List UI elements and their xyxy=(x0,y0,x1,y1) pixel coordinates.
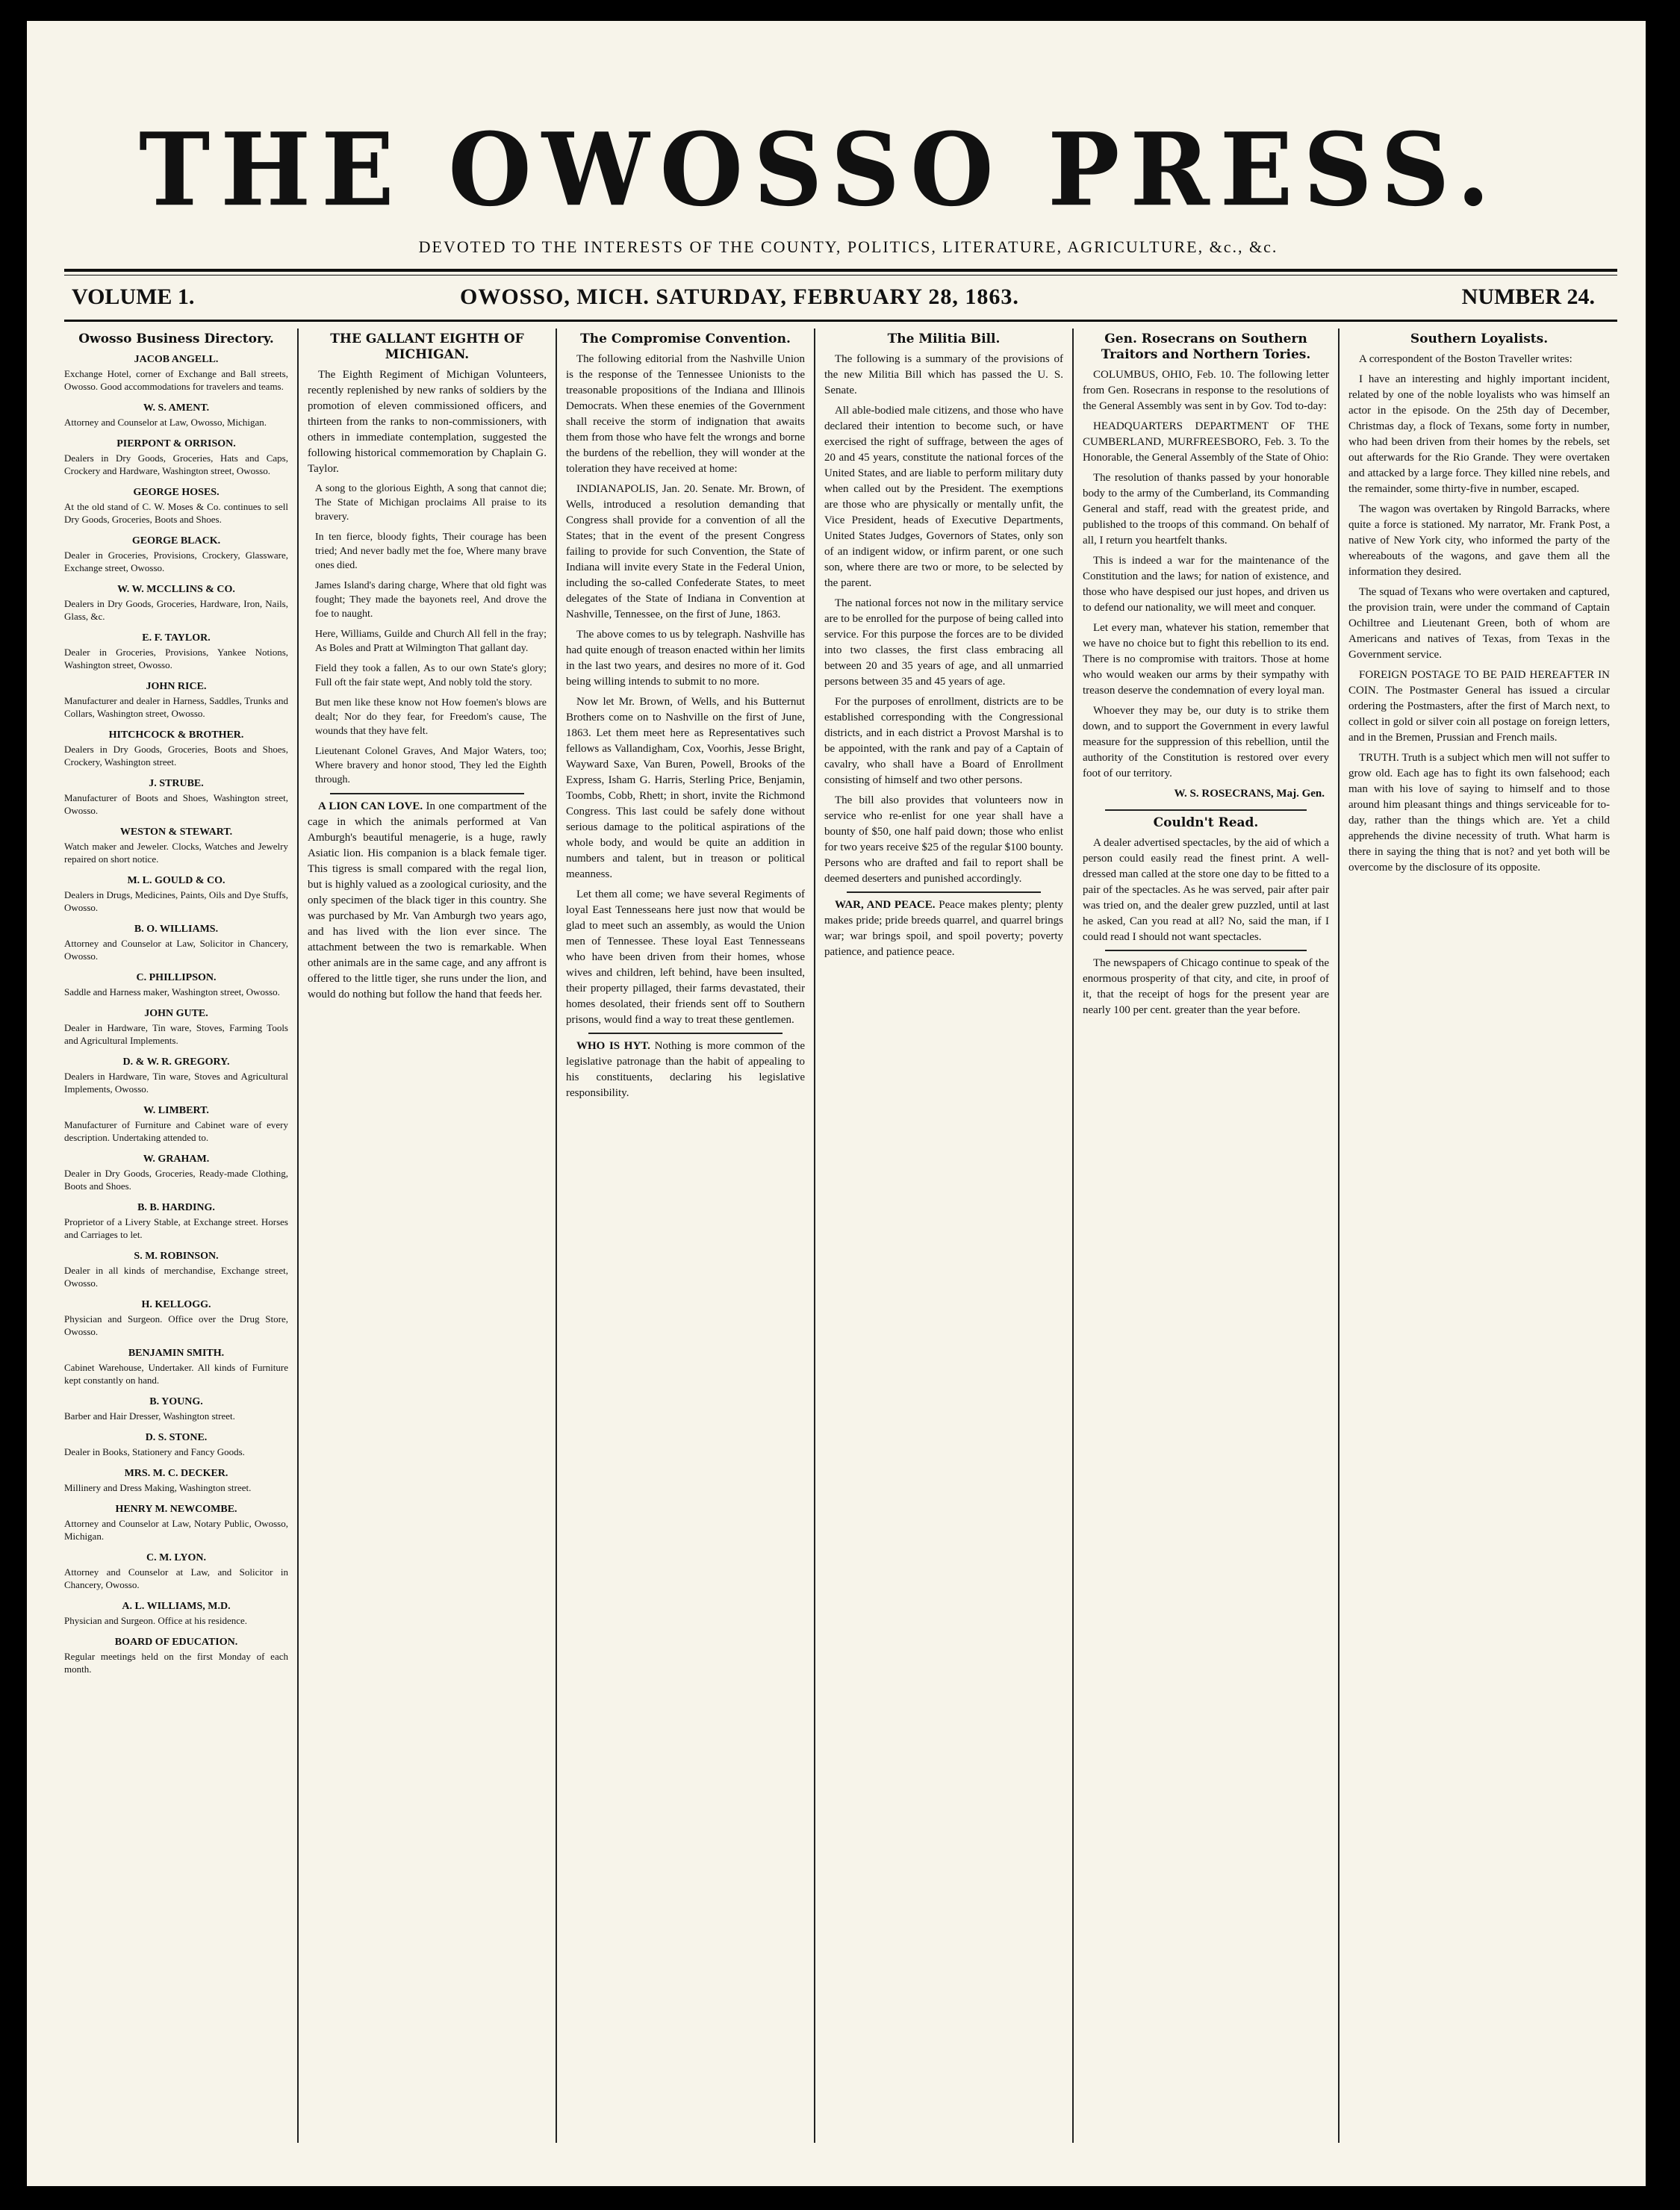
directory-entry xyxy=(64,400,288,429)
poem-stanza: Here, Williams, Guilde and Church All fell in the fray; As Boles and Pratt at Wilmington That gallant day. xyxy=(315,629,547,654)
poem-heading: THE GALLANT EIGHTH OF MICHIGAN. xyxy=(330,332,524,362)
directory-list xyxy=(64,352,288,1675)
directory-entry-name: W. LIMBERT. xyxy=(143,1105,209,1116)
lion-story-text: In one compartment of the cage in which the animals performed at Van Amburgh's beautiful menagerie, is a huge, rawly Asiatic lion. His companion is a black female tiger. This tigress is small compared with the regal lion, but is highly valued as a zoological curiosity, and the only specimen of the black tiger in this country. She was purchased by Mr. Van Amburgh two years ago, and has lived with the lion ever since. The attachment between the two is remarkable. When other animals are in the same cage, and any affront is offered to the little tiger, she runs under the lion, and would do nothing but follow the hand that feeds her. xyxy=(308,800,547,1000)
directory-entry-text: Millinery and Dress Making, Washington street. xyxy=(64,1482,252,1493)
article-paragraph: Let them all come; we have several Regiments of loyal East Tennesseans here just now that would be glad to meet such an assembly, as would the Union men of Tennessee. These loyal East Tennesseans who have been driven from their homes, whose wives and children, left behind, have been insulted, their property pillaged, their farms devastated, their homes desolated, their friends sent off to Southern prisons, would find a way to treat these gentlemen. xyxy=(566,888,805,1026)
directory-entry-text: Proprietor of a Livery Stable, at Exchange street. Horses and Carriages to let. xyxy=(64,1216,288,1240)
directory-entry-text: Dealer in Groceries, Provisions, Yankee Notions, Washington street, Owosso. xyxy=(64,647,288,670)
directory-entry-name: WESTON & STEWART. xyxy=(119,827,233,838)
directory-entry xyxy=(64,582,288,623)
war-peace-heading: WAR, AND PEACE. xyxy=(835,899,936,911)
column-militia xyxy=(824,329,1063,2143)
directory-entry-name: B. YOUNG. xyxy=(149,1396,203,1407)
militia-heading: The Militia Bill. xyxy=(887,332,1001,346)
directory-entry-text: Cabinet Warehouse, Undertaker. All kinds of Furniture kept constantly on hand. xyxy=(64,1362,288,1386)
directory-entry-name: GEORGE HOSES. xyxy=(133,487,220,498)
directory-entry xyxy=(64,1394,288,1422)
directory-entry xyxy=(64,436,288,477)
directory-entry-name: C. PHILLIPSON. xyxy=(136,972,217,983)
section-rule xyxy=(330,793,524,794)
masthead-rule xyxy=(64,269,1617,272)
rosecrans-heading: Gen. Rosecrans on Southern Traitors and Northern Tories. xyxy=(1101,332,1311,362)
directory-entry xyxy=(64,970,288,998)
directory-entry-name: GEORGE BLACK. xyxy=(131,535,221,547)
convention-body xyxy=(566,352,805,1028)
rosecrans-body xyxy=(1083,367,1329,782)
directory-entry-name: W. W. MCCLLINS & CO. xyxy=(117,584,235,595)
directory-entry xyxy=(64,1345,288,1386)
dateline xyxy=(72,278,1610,316)
article-paragraph: Let every man, whatever his station, remember that we have no choice but to fight this rebellion to its end. There is no compromise with traitors. Those at home who would weaken our arms by their sympathy with treason deserve the condemnation of every loyal man. xyxy=(1083,622,1329,697)
directory-entry xyxy=(64,630,288,671)
directory-entry-text: Watch maker and Jeweler. Clocks, Watches and Jewelry repaired on short notice. xyxy=(64,841,288,865)
article-paragraph: This is indeed a war for the maintenance of the Constitution and the laws; for nation of existence, and those who have despised our just hopes, and driven us to defend our nationality, we will meet and conquer. xyxy=(1083,555,1329,614)
directory-entry-name: E. F. TAYLOR. xyxy=(142,632,211,644)
hyt-item xyxy=(566,1039,805,1101)
article-paragraph: Whoever they may be, our duty is to strike them down, and to support the Government in every lawful measure for the suppression of this rebellion, until the authority of the Constitution is restored over every foot of our territory. xyxy=(1083,705,1329,779)
directory-entry xyxy=(64,485,288,526)
directory-entry xyxy=(64,1151,288,1192)
poem-intro: The Eighth Regiment of Michigan Volunteers, recently replenished by new ranks of soldiers by the promotion of eleven commissioned officers, and thirteen from the ranks to non-commissioners, with others in immediate contemplation, suggested the following historical commemoration by Chaplain G. Taylor. xyxy=(308,369,547,475)
directory-entry-name: MRS. M. C. DECKER. xyxy=(124,1468,228,1479)
directory-entry xyxy=(64,776,288,817)
directory-entry-text: Attorney and Counselor at Law, Notary Public, Owosso, Michigan. xyxy=(64,1518,288,1542)
directory-entry-name: JACOB ANGELL. xyxy=(134,354,219,365)
directory-entry-text: Saddle and Harness maker, Washington street, Owosso. xyxy=(64,986,280,997)
column-poem xyxy=(308,329,547,2143)
rosecrans-signature: W. S. ROSECRANS, Maj. Gen. xyxy=(1174,788,1325,800)
directory-entry xyxy=(64,1501,288,1543)
directory-entry xyxy=(64,1200,288,1241)
article-paragraph: A correspondent of the Boston Traveller writes: xyxy=(1359,353,1572,365)
poem-stanza: Lieutenant Colonel Graves, And Major Waters, too; Where bravery and honor stood, They led the Eighth through. xyxy=(315,746,547,785)
directory-entry-name: BOARD OF EDUCATION. xyxy=(114,1637,238,1648)
poem-stanza: James Island's daring charge, Where that old fight was fought; They made the bayonets reel, And drove the foe to naught. xyxy=(315,580,547,620)
directory-entry-name: JOHN GUTE. xyxy=(144,1008,208,1019)
directory-entry-text: Regular meetings held on the first Monday of each month. xyxy=(64,1651,288,1675)
directory-entry xyxy=(64,1599,288,1627)
directory-entry-name: W. S. AMENT. xyxy=(143,402,210,414)
hyt-text: Nothing is more common of the legislative patronage than the habit of appealing to his constituents, declaring his legislative responsibility. xyxy=(566,1040,805,1099)
column-divider xyxy=(297,329,299,2143)
issue-date: OWOSSO, MICH. SATURDAY, FEBRUARY 28, 1863. xyxy=(460,284,1019,309)
masthead-rule-thin xyxy=(64,275,1617,276)
article-paragraph: The following editorial from the Nashville Union is the response of the Tennessee Unionists to the treasonable propositions of the Indiana and Illinois Democrats. When these enemies of the Government shall receive the storm of indignation that awaits them from those who have felt the wrongs and borne the burdens of the rebellion, they will wonder at the toleration they have received at home: xyxy=(566,353,805,475)
masthead-tagline: DEVOTED TO THE INTERESTS OF THE COUNTY, POLITICS, LITERATURE, AGRICULTURE, &c., &c. xyxy=(418,237,1278,256)
issue-number: NUMBER 24. xyxy=(1461,284,1595,309)
directory-entry xyxy=(64,1550,288,1591)
directory-heading: Owosso Business Directory. xyxy=(78,332,274,346)
war-peace-text: Peace makes plenty; plenty makes pride; pride breeds quarrel, and quarrel brings war; war brings spoil, and spoil poverty; poverty patience, and patience peace. xyxy=(824,899,1063,958)
directory-entry xyxy=(64,1006,288,1047)
chicago-item: The newspapers of Chicago continue to speak of the enormous prosperity of that city, and cite, in proof of it, that the receipt of hogs for the present year are nearly 100 per cent. greater than the year before. xyxy=(1083,957,1329,1016)
poem-stanza: But men like these know not How foemen's blows are dealt; Nor do they fear, for Freedom's cause, The wounds that they have felt. xyxy=(315,697,547,737)
article-paragraph: COLUMBUS, OHIO, Feb. 10. The following letter from Gen. Rosecrans in response to the resolutions of the General Assembly was sent in by Gov. Tod to-day: xyxy=(1083,369,1329,412)
article-paragraph: The squad of Texans who were overtaken and captured, the provision train, were under the command of Captain Ochiltree and Lieutenant Green, both of whom are Americans and natives of Texas, from Texas in the Government service. xyxy=(1348,586,1610,661)
directory-entry-name: B. O. WILLIAMS. xyxy=(134,924,219,935)
article-paragraph: The following is a summary of the provisions of the new Militia Bill which has passed the U. S. Senate. xyxy=(824,353,1063,396)
directory-entry-name: A. L. WILLIAMS, M.D. xyxy=(122,1601,231,1612)
directory-entry-name: BENJAMIN SMITH. xyxy=(128,1348,225,1359)
directory-entry-name: JOHN RICE. xyxy=(146,681,207,692)
directory-entry-text: Attorney and Counselor at Law, and Solicitor in Chancery, Owosso. xyxy=(64,1566,288,1590)
column-loyalists xyxy=(1348,329,1610,2143)
column-divider xyxy=(556,329,557,2143)
directory-entry-name: W. GRAHAM. xyxy=(143,1154,210,1165)
lion-story-heading: A LION CAN LOVE. xyxy=(318,800,423,812)
directory-entry-text: Attorney and Counselor at Law, Solicitor in Chancery, Owosso. xyxy=(64,938,288,962)
column-divider xyxy=(814,329,815,2143)
article-paragraph: The national forces not now in the military service are to be enrolled for the purpose of being called into service. For this purpose the forces are to be divided into two classes, the first class embracing all between 20 and 35 years of age, and all unmarried persons between 35 and 45 years of age. xyxy=(824,597,1063,688)
directory-entry xyxy=(64,352,288,393)
war-peace-item xyxy=(824,897,1063,960)
directory-entry xyxy=(64,1634,288,1675)
directory-entry xyxy=(64,679,288,720)
directory-entry-text: Physician and Surgeon. Office over the Drug Store, Owosso. xyxy=(64,1313,288,1337)
section-rule xyxy=(1105,950,1307,951)
section-rule xyxy=(1105,809,1307,811)
article-paragraph: The resolution of thanks passed by your honorable body to the army of the Cumberland, its Commanding General and staff, read with the greatest pride, and published to the troops of this command. On behalf of all, I return you heartfelt thanks. xyxy=(1083,472,1329,547)
directory-entry-name: HITCHCOCK & BROTHER. xyxy=(108,729,244,741)
directory-entry xyxy=(64,1430,288,1458)
directory-entry xyxy=(64,1297,288,1338)
article-paragraph: All able-bodied male citizens, and those who have declared their intention to become such, or have exercised the right of suffrage, between the ages of 20 and 45 years, constitute the national forces of the United States, and are liable to perform military duty when called out by the President. The exemptions are those who are physically or mentally unfit, the Vice President, heads of Executive Departments, United States Judges, Governors of States, only son of an indigent widow, or infirm parent, or one such son, where there are two or more, to be selected by the parent. xyxy=(824,405,1063,589)
directory-entry xyxy=(64,1103,288,1144)
couldnt-read-story: A dealer advertised spectacles, by the aid of which a person could easily read the finest print. A well-dressed man called at the store one day to be fitted to a pair of the spectacles. As he was served, pair after pair was tried on, and the dealer grew puzzled, until at last he asked, Can you read at all? No, said the man, if I could read I should not want spectacles. xyxy=(1083,837,1329,943)
poem-stanza: Field they took a fallen, As to our own State's glory; Full oft the fair state wept, And nobly told the story. xyxy=(315,663,547,688)
directory-entry-text: Dealer in Dry Goods, Groceries, Ready-made Clothing, Boots and Shoes. xyxy=(64,1168,288,1192)
loyalists-body xyxy=(1348,352,1610,876)
section-rule xyxy=(588,1033,783,1034)
hyt-heading: WHO IS HYT. xyxy=(576,1040,650,1052)
directory-entry-text: Exchange Hotel, corner of Exchange and Ball streets, Owosso. Good accommodations for travelers and teams. xyxy=(64,368,288,392)
section-rule xyxy=(847,891,1041,893)
directory-entry xyxy=(64,1054,288,1095)
directory-entry-name: D. & W. R. GREGORY. xyxy=(122,1056,230,1068)
article-paragraph: INDIANAPOLIS, Jan. 20. Senate. Mr. Brown, of Wells, introduced a resolution demanding that Congress shall provide for a convention of all the States; that in the event of the present Congress failing to provide for such Convention, the State of Indiana will invite every State in the Federal Union, including the so-called Confederate States, to meet delegates of the State of Indiana in Convention at Nashville, Tennessee, on the first of June, 1863. xyxy=(566,483,805,620)
directory-entry-text: Dealer in Hardware, Tin ware, Stoves, Farming Tools and Agricultural Implements. xyxy=(64,1022,288,1046)
directory-entry-text: Dealer in all kinds of merchandise, Exchange street, Owosso. xyxy=(64,1265,288,1289)
directory-entry-name: HENRY M. NEWCOMBE. xyxy=(115,1504,237,1515)
directory-entry xyxy=(64,1248,288,1289)
directory-entry-text: Attorney and Counselor at Law, Owosso, Michigan. xyxy=(64,417,267,428)
article-paragraph: The wagon was overtaken by Ringold Barracks, where quite a force is stationed. My narrator, Mr. Frank Post, a native of New York city, who informed the party of the whereabouts of the wagons, and gave them all the information they desired. xyxy=(1348,503,1610,578)
directory-entry-name: H. KELLOGG. xyxy=(141,1299,211,1310)
directory-entry xyxy=(64,727,288,768)
convention-heading: The Compromise Convention. xyxy=(580,332,791,346)
newspaper-page xyxy=(27,21,1646,2186)
column-rosecrans xyxy=(1083,329,1329,2143)
directory-entry-text: At the old stand of C. W. Moses & Co. continues to sell Dry Goods, Groceries, Boots and Shoes. xyxy=(64,501,288,525)
directory-entry-text: Manufacturer of Boots and Shoes, Washington street, Owosso. xyxy=(64,792,288,816)
article-paragraph: HEADQUARTERS DEPARTMENT OF THE CUMBERLAND, MURFREESBORO, Feb. 3. To the Honorable, the General Assembly of the State of Ohio: xyxy=(1083,420,1329,464)
column-divider xyxy=(1338,329,1340,2143)
poem-stanza: In ten fierce, bloody fights, Their courage has been tried; And never badly met the foe, Where many brave ones died. xyxy=(315,532,547,571)
directory-entry xyxy=(64,824,288,865)
directory-entry-text: Barber and Hair Dresser, Washington street. xyxy=(64,1410,235,1422)
article-paragraph: The bill also provides that volunteers now in service who re-enlist for one year shall have a bounty of $50, one half paid down; those who enlist for two years receive $25 of the regular $100 bounty. Persons who are drafted and fail to report shall be deemed deserters and punished accordingly. xyxy=(824,794,1063,885)
directory-entry-name: D. S. STONE. xyxy=(145,1432,208,1443)
directory-entry xyxy=(64,533,288,574)
directory-entry xyxy=(64,873,288,914)
column-divider xyxy=(1072,329,1074,2143)
article-paragraph: I have an interesting and highly important incident, related by one of the noble loyalists who was himself an actor in the episode. On the 25th day of December, Christmas day, a flock of Texans, some forty in number, who had been driven from their homes by the rebels, set out afterwards for the Rio Grande. They were overtaken and attacked by a large force. They killed nine rebels, and the remainder, some thirty-five in number, escaped. xyxy=(1348,373,1610,495)
directory-entry-text: Manufacturer of Furniture and Cabinet ware of every description. Undertaking attended to. xyxy=(64,1119,288,1143)
directory-entry-name: C. M. LYON. xyxy=(146,1552,206,1563)
directory-entry-name: PIERPONT & ORRISON. xyxy=(116,438,236,449)
masthead-title: THE OWOSSO PRESS. xyxy=(139,111,1501,229)
directory-entry xyxy=(64,1466,288,1494)
directory-entry-text: Dealers in Dry Goods, Groceries, Hats and Caps, Crockery and Hardware, Washington street, Owosso. xyxy=(64,452,288,476)
directory-entry-name: M. L. GOULD & CO. xyxy=(127,875,225,886)
couldnt-read-heading: Couldn't Read. xyxy=(1153,815,1259,830)
article-paragraph: The above comes to us by telegraph. Nashville has had quite enough of treason enacted within her limits in the last two years, and desires no more of it. God being willing intends to submit to no more. xyxy=(566,629,805,688)
directory-entry-text: Dealer in Groceries, Provisions, Crockery, Glassware, Exchange street, Owosso. xyxy=(64,550,288,573)
directory-entry-name: S. M. ROBINSON. xyxy=(134,1251,219,1262)
poem-stanza: A song to the glorious Eighth, A song that cannot die; The State of Michigan proclaims All praise to its bravery. xyxy=(315,483,547,523)
article-paragraph: Now let Mr. Brown, of Wells, and his Butternut Brothers come on to Nashville on the first of June, 1863. Let them meet here as Representatives such fellows as Vallandigham, Cox, Voorhis, Jesse Bright, Wayward Saxe, Van Buren, Powell, Brooks of the Express, Isham G. Harris, Sterling Price, Benjamin, Toombs, Cobb, Rhett; in short, invite the Richmond Congress. This last could be safely done without serious damage to the political aspirations of the whole body, and would be quite an addition in numbers and talent, but in treason or political meanness. xyxy=(566,696,805,880)
directory-entry xyxy=(64,921,288,962)
directory-entry-text: Dealers in Dry Goods, Groceries, Boots and Shoes, Crockery, Washington street. xyxy=(64,744,288,768)
column-convention xyxy=(566,329,805,2143)
directory-entry-text: Dealers in Drugs, Medicines, Paints, Oils and Dye Stuffs, Owosso. xyxy=(64,889,288,913)
directory-entry-text: Dealers in Hardware, Tin ware, Stoves and Agricultural Implements, Owosso. xyxy=(64,1071,288,1095)
directory-entry-name: J. STRUBE. xyxy=(149,778,204,789)
directory-entry-text: Dealers in Dry Goods, Groceries, Hardware, Iron, Nails, Glass, &c. xyxy=(64,598,288,622)
directory-entry-text: Manufacturer and dealer in Harness, Saddles, Trunks and Collars, Washington street, Owosso. xyxy=(64,695,288,719)
volume-label: VOLUME 1. xyxy=(72,284,195,309)
directory-entry-name: B. B. HARDING. xyxy=(137,1202,215,1213)
article-paragraph: TRUTH. Truth is a subject which men will not suffer to grow old. Each age has to fight its own falsehood; each man with his love of saying to himself and to those around him pleasant things and things serviceable for to-day, rather than the things which are. Yet a child apprehends the divine necessity of truth. What harm is there in saying the thing that is not? and yet both will be overcome by the disclosure of its opposite. xyxy=(1348,752,1610,874)
dateline-rule xyxy=(64,320,1617,322)
directory-entry-text: Physician and Surgeon. Office at his residence. xyxy=(64,1615,248,1626)
article-paragraph: For the purposes of enrollment, districts are to be established corresponding with the Congressional districts, and in each district a Provost Marshal is to be appointed, with the rank and pay of a Captain of cavalry, who shall have a Board of Enrollment consisting of himself and two other persons. xyxy=(824,696,1063,786)
poem-body xyxy=(308,482,547,787)
loyalists-heading: Southern Loyalists. xyxy=(1410,332,1549,346)
column-directory xyxy=(64,329,288,2143)
directory-entry-text: Dealer in Books, Stationery and Fancy Goods. xyxy=(64,1446,245,1457)
article-paragraph: FOREIGN POSTAGE TO BE PAID HEREAFTER IN COIN. The Postmaster General has issued a circular ordering the Postmasters, after the first of March next, to collect in gold or silver coin all postage on foreign letters, and in the Bremen, Prussian and French mails. xyxy=(1348,669,1610,744)
columns-area xyxy=(64,329,1617,2150)
lion-story xyxy=(308,799,547,1003)
militia-body xyxy=(824,352,1063,887)
